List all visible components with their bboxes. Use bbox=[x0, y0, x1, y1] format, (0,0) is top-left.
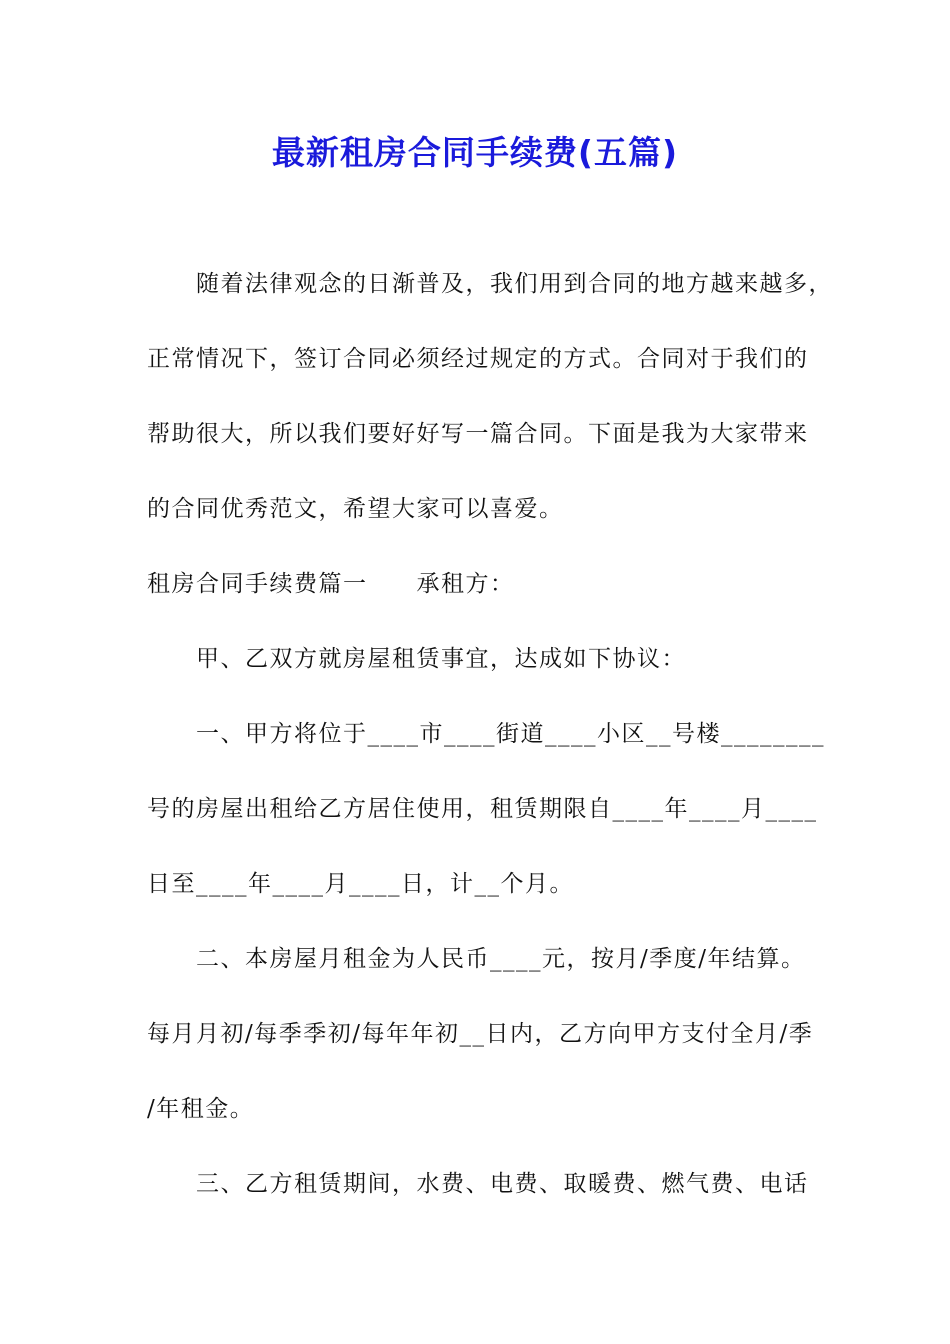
paragraph-line: 号的房屋出租给乙方居住使用，租赁期限自____年____月____ bbox=[147, 796, 818, 822]
section-heading-line: 租房合同手续费篇一 承租方： bbox=[147, 571, 515, 597]
paragraph-line: 正常情况下，签订合同必须经过规定的方式。合同对于我们的 bbox=[147, 346, 809, 372]
paragraph-line: 甲、乙双方就房屋租赁事宜，达成如下协议： bbox=[147, 646, 686, 672]
paragraph-line: 一、甲方将位于____市____街道____小区__号楼________ bbox=[147, 721, 825, 747]
paragraph-line: 每月月初/每季季初/每年年初__日内，乙方向甲方支付全月/季 bbox=[147, 1021, 814, 1047]
paragraph-line: /年租金。 bbox=[147, 1096, 255, 1122]
paragraph-line: 二、本房屋月租金为人民币____元，按月/季度/年结算。 bbox=[147, 946, 806, 972]
paragraph-line: 帮助很大，所以我们要好好写一篇合同。下面是我为大家带来 bbox=[147, 421, 809, 447]
document-title: 最新租房合同手续费(五篇) bbox=[271, 133, 679, 172]
paragraph-line: 随着法律观念的日渐普及，我们用到合同的地方越来越多， bbox=[147, 271, 833, 297]
paragraph-line: 日至____年____月____日，计__个月。 bbox=[147, 871, 574, 897]
paragraph-line: 三、乙方租赁期间，水费、电费、取暖费、燃气费、电话 bbox=[147, 1171, 809, 1197]
paragraph-line: 的合同优秀范文，希望大家可以喜爱。 bbox=[147, 496, 564, 522]
